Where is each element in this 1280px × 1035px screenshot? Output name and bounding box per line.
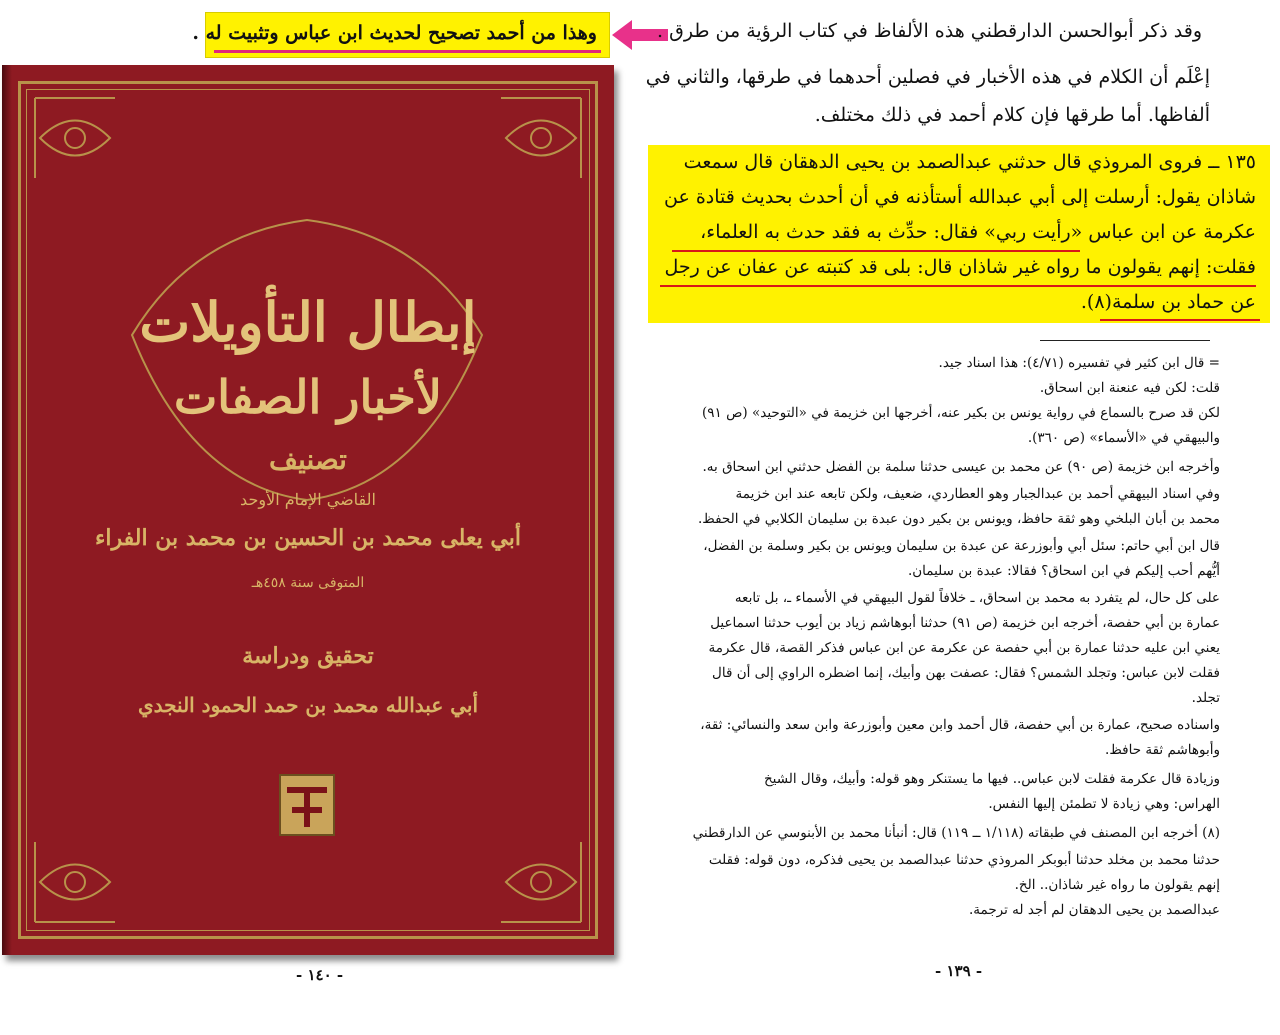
annotation-text: وهذا من أحمد تصحيح لحديث ابن عباس وتثبيت له . bbox=[192, 22, 597, 44]
footnote-line: تجلد. bbox=[1191, 690, 1220, 706]
narration-line: شاذان يقول: أرسلت إلى أبي عبدالله أستأذنه في أن أحدث بحديث قتادة عن bbox=[664, 186, 1256, 208]
footnote-line: (٨) أخرجه ابن المصنف في طبقاته (١/١١٨ ــ ١١٩) قال: أنبأنا محمد بن الأبنوسي عن الدارقطني bbox=[692, 825, 1220, 841]
page-number-right: - ١٣٩ - bbox=[935, 962, 983, 980]
footnote-line: لكن قد صرح بالسماع في رواية يونس بن بكير عنه، أخرجها ابن خزيمة في «التوحيد» (ص ٩١) bbox=[702, 405, 1220, 421]
footnote-line: وفي اسناد البيهقي أحمد بن عبدالجبار وهو العطاردي، ضعيف، ولكن تابعه عند ابن خزيمة bbox=[735, 486, 1220, 502]
red-underline bbox=[660, 285, 1256, 287]
paragraph-line: ألفاظها. أما طرقها فإن كلام أحمد في ذلك مختلف. bbox=[814, 104, 1210, 126]
footnote-line: قلت: لكن فيه عنعنة ابن اسحاق. bbox=[1039, 380, 1220, 396]
narration-line: فقلت: إنهم يقولون ما رواه غير شاذان قال: بلى قد كتبته عن عفان عن رجل bbox=[664, 256, 1256, 278]
footnote-line: واسناده صحيح، عمارة بن أبي حفصة، قال أحمد وابن معين وأبوزرعة وابن سعد والنسائي: ثقة، bbox=[700, 717, 1220, 733]
book-cover bbox=[2, 65, 614, 955]
annotation-box bbox=[192, 12, 610, 58]
footnote-line: وأخرجه ابن خزيمة (ص ٩٠) عن محمد بن عيسى حدثنا سلمة بن الفضل حدثني ابن اسحاق به. bbox=[702, 459, 1220, 475]
footnote-separator bbox=[1040, 340, 1210, 341]
footnote-line: عمارة بن أبي حفصة، أخرجه ابن خزيمة (ص ٩١) حدثنا أبوهاشم زياد بن أيوب حدثنا اسماعيل bbox=[710, 615, 1220, 631]
footnote-line: قال ابن أبي حاتم: سئل أبي وأبوزرعة عن عبدة بن سليمان ويونس بن بكير وسلمة بن الفضل، bbox=[703, 538, 1220, 554]
red-underline bbox=[672, 250, 1080, 252]
paragraph-line: إعْلَم أن الكلام في هذه الأخبار في فصلين أحدهما في طرقها، والثاني في bbox=[645, 66, 1210, 88]
red-underline bbox=[1100, 319, 1260, 321]
cover-editor-name: أبي عبدالله محمد بن حمد الحمود النجدي bbox=[137, 693, 479, 717]
footnote-line: = قال ابن كثير في تفسيره (٤/٧١): هذا اسناد جيد. bbox=[938, 355, 1220, 371]
footnote-line: والبيهقي في «الأسماء» (ص ٣٦٠). bbox=[1027, 430, 1220, 446]
cover-author-dates: المتوفى سنة ٤٥٨هـ bbox=[251, 575, 365, 591]
narration-line: ١٣٥ ــ فروى المروذي قال حدثني عبدالصمد بن يحيى الدهقان قال سمعت bbox=[683, 151, 1256, 173]
corner-ornament-icon bbox=[30, 93, 120, 183]
footnote-line: محمد بن أبان البلخي وهو ثقة حافظ، ويونس بن بكير دون عبدة بن سليمان الكلابي في الحفظ. bbox=[697, 511, 1220, 527]
narration-line: عن حماد بن سلمة(٨). bbox=[1080, 291, 1256, 313]
footnote-line: أيُّهم أحب إليكم في ابن اسحاق؟ فقالا: عبدة بن سليمان. bbox=[907, 563, 1220, 579]
corner-ornament-icon bbox=[496, 837, 586, 927]
intro-line: وقد ذكر أبوالحسن الدارقطني هذه الألفاظ في كتاب الرؤية من طرق . bbox=[657, 20, 1202, 42]
cover-editor-label: تحقيق ودراسة bbox=[242, 643, 374, 669]
publisher-logo-icon bbox=[272, 765, 342, 845]
corner-ornament-icon bbox=[30, 837, 120, 927]
footnote-line: فقلت لابن عباس: وتجلد الشمس؟ فقال: عصفت بهن وأبيك، إنما اضطره الراوي إلى أن قال bbox=[712, 665, 1220, 681]
highlighted-narration bbox=[648, 145, 1270, 323]
cover-title-sub: لأخبار الصفات bbox=[173, 370, 443, 424]
page-number-left: - ١٤٠ - bbox=[296, 966, 344, 984]
footnote-line: إنهم يقولون ما رواه غير شاذان.. الخ. bbox=[1014, 877, 1220, 893]
cover-author-name: أبي يعلى محمد بن الحسين بن محمد بن الفراء bbox=[95, 525, 521, 551]
cover-title-main: إبطال التأويلات bbox=[139, 290, 477, 354]
annotation-underline bbox=[214, 50, 601, 53]
footnote-line: الهراس: وهي زيادة لا تطمئن إليها النفس. bbox=[988, 796, 1220, 812]
footnote-line: وزيادة قال عكرمة فقلت لابن عباس.. فيها ما يستنكر وهو قوله: وأبيك، وقال الشيخ bbox=[763, 771, 1220, 787]
footnote-line: يعني ابن عليه حدثنا عمارة بن أبي حفصة عن عكرمة عن ابن عباس فذكر القصة، قال عكرمة bbox=[708, 640, 1220, 656]
narration-line: عكرمة عن ابن عباس «رأيت ربي» فقال: حدِّث به فقد حدث به العلماء، bbox=[700, 221, 1256, 243]
corner-ornament-icon bbox=[496, 93, 586, 183]
cover-author-label: تصنيف bbox=[269, 443, 347, 476]
cover-spine-shadow bbox=[2, 65, 12, 955]
cover-author-honorific: القاضي الإمام الأوحد bbox=[240, 490, 376, 509]
footnote-line: وأبوهاشم ثقة حافظ. bbox=[1105, 742, 1220, 758]
footnote-line: عبدالصمد بن يحيى الدهقان لم أجد له ترجمة. bbox=[969, 902, 1220, 918]
footnote-line: على كل حال، لم يتفرد به محمد بن اسحاق، ـ خلافاً لقول البيهقي في الأسماء ـ، بل تابعه bbox=[734, 590, 1220, 606]
footnote-line: حدثنا محمد بن مخلد حدثنا أبوبكر المروذي حدثنا عبدالصمد بن يحيى فذكره، دون قوله: فقلت bbox=[708, 852, 1220, 868]
